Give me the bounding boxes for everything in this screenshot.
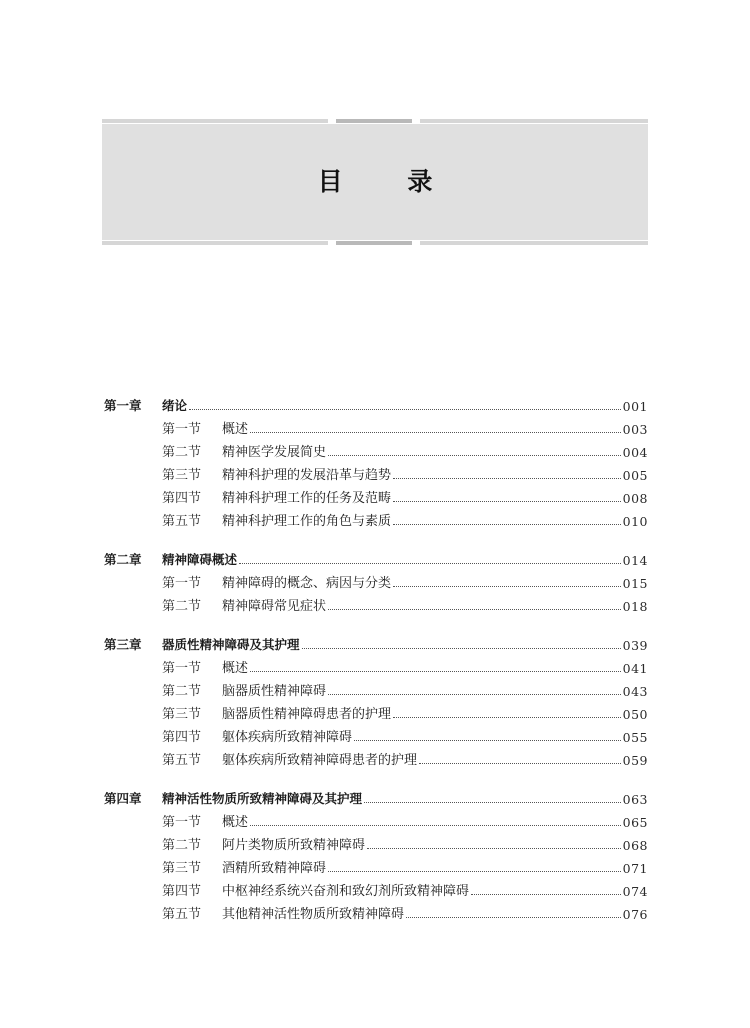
- section-entry[interactable]: [104, 807, 648, 830]
- leader-dots: [471, 893, 621, 895]
- section-entry-number: 第四节: [162, 730, 202, 745]
- leader-dots: [354, 739, 621, 741]
- section-entry-number: 第一节: [162, 422, 202, 437]
- chapter-entry-page: 014: [622, 553, 648, 568]
- section-entry-title: 中枢神经系统兴奋剂和致幻剂所致精神障碍: [222, 884, 470, 899]
- chapter-entry[interactable]: [104, 784, 648, 807]
- chapter-entry-title: 器质性精神障碍及其护理: [162, 637, 300, 652]
- section-entry-title: 精神障碍的概念、病因与分类: [222, 576, 392, 591]
- section-entry-page: 005: [622, 468, 648, 483]
- leader-dots: [393, 585, 621, 587]
- section-entry[interactable]: [104, 437, 648, 460]
- section-entry-number: 第四节: [162, 884, 202, 899]
- chapter-entry-page: 063: [622, 792, 648, 807]
- section-entry-number: 第二节: [162, 684, 202, 699]
- leader-dots: [419, 762, 621, 764]
- chapter-entry[interactable]: [104, 391, 648, 414]
- title-band: [102, 124, 648, 240]
- section-entry-number: 第二节: [162, 599, 202, 614]
- chapter-entry[interactable]: [104, 630, 648, 653]
- section-entry-title: 酒精所致精神障碍: [222, 861, 327, 876]
- chapter-block: [104, 545, 648, 614]
- chapter-entry-number: 第三章: [104, 637, 142, 652]
- leader-dots: [250, 824, 621, 826]
- leader-dots: [393, 500, 621, 502]
- chapter-entry[interactable]: [104, 545, 648, 568]
- section-entry-title: 精神科护理工作的任务及范畴: [222, 491, 392, 506]
- section-entry-number: 第五节: [162, 514, 202, 529]
- section-entry-page: 055: [622, 730, 648, 745]
- section-entry[interactable]: [104, 414, 648, 437]
- section-entry-page: 010: [622, 514, 648, 529]
- leader-dots: [367, 847, 621, 849]
- section-entry[interactable]: [104, 699, 648, 722]
- section-entry-title: 躯体疾病所致精神障碍: [222, 730, 353, 745]
- section-entry-title: 概述: [222, 815, 249, 830]
- section-entry-title: 概述: [222, 422, 249, 437]
- section-entry-page: 059: [622, 753, 648, 768]
- leader-dots: [189, 408, 621, 410]
- leader-dots: [393, 523, 621, 525]
- leader-dots: [328, 608, 621, 610]
- chapter-entry-number: 第一章: [104, 398, 142, 413]
- section-entry-page: 018: [622, 599, 648, 614]
- leader-dots: [393, 477, 621, 479]
- section-entry[interactable]: [104, 830, 648, 853]
- section-entry[interactable]: [104, 745, 648, 768]
- leader-dots: [328, 693, 621, 695]
- chapter-entry-page: 001: [622, 399, 648, 414]
- section-entry-title: 精神科护理工作的角色与素质: [222, 514, 392, 529]
- chapter-block: [104, 630, 648, 768]
- leader-dots: [328, 454, 621, 456]
- section-entry-page: 041: [622, 661, 648, 676]
- title-band-bottom-rule: [102, 241, 648, 245]
- section-entry-title: 脑器质性精神障碍: [222, 684, 327, 699]
- section-entry-page: 050: [622, 707, 648, 722]
- leader-dots: [393, 716, 621, 718]
- section-entry[interactable]: [104, 591, 648, 614]
- section-entry-page: 074: [622, 884, 648, 899]
- section-entry-number: 第三节: [162, 707, 202, 722]
- section-entry-page: 008: [622, 491, 648, 506]
- section-entry-page: 071: [622, 861, 648, 876]
- section-entry-page: 076: [622, 907, 648, 922]
- section-entry-number: 第五节: [162, 753, 202, 768]
- section-entry-number: 第一节: [162, 661, 202, 676]
- table-of-contents: [104, 391, 648, 938]
- chapter-block: [104, 391, 648, 529]
- section-entry[interactable]: [104, 483, 648, 506]
- leader-dots: [239, 562, 621, 564]
- section-entry-title: 概述: [222, 661, 249, 676]
- section-entry-title: 精神医学发展简史: [222, 445, 327, 460]
- section-entry[interactable]: [104, 653, 648, 676]
- chapter-block: [104, 784, 648, 922]
- section-entry-page: 065: [622, 815, 648, 830]
- chapter-entry-title: 精神活性物质所致精神障碍及其护理: [162, 791, 363, 806]
- section-entry[interactable]: [104, 460, 648, 483]
- chapter-entry-number: 第二章: [104, 552, 142, 567]
- chapter-entry-page: 039: [622, 638, 648, 653]
- section-entry[interactable]: [104, 853, 648, 876]
- section-entry-number: 第二节: [162, 445, 202, 460]
- section-entry-page: 015: [622, 576, 648, 591]
- leader-dots: [328, 870, 621, 872]
- section-entry-number: 第一节: [162, 576, 202, 591]
- section-entry-number: 第三节: [162, 468, 202, 483]
- section-entry-page: 043: [622, 684, 648, 699]
- leader-dots: [250, 431, 621, 433]
- chapter-entry-number: 第四章: [104, 791, 142, 806]
- chapter-entry-title: 精神障碍概述: [162, 552, 238, 567]
- section-entry-number: 第二节: [162, 838, 202, 853]
- section-entry-number: 第三节: [162, 861, 202, 876]
- section-entry[interactable]: [104, 676, 648, 699]
- leader-dots: [302, 647, 621, 649]
- leader-dots: [406, 916, 621, 918]
- section-entry-page: 068: [622, 838, 648, 853]
- section-entry-page: 004: [622, 445, 648, 460]
- section-entry-number: 第五节: [162, 907, 202, 922]
- section-entry-number: 第四节: [162, 491, 202, 506]
- section-entry[interactable]: [104, 899, 648, 922]
- section-entry-title: 躯体疾病所致精神障碍患者的护理: [222, 753, 418, 768]
- section-entry[interactable]: [104, 876, 648, 899]
- leader-dots: [364, 801, 621, 803]
- section-entry[interactable]: [104, 568, 648, 591]
- section-entry-page: 003: [622, 422, 648, 437]
- section-entry[interactable]: [104, 722, 648, 745]
- title-band-top-rule: [102, 119, 648, 123]
- leader-dots: [250, 670, 621, 672]
- section-entry-title: 阿片类物质所致精神障碍: [222, 838, 366, 853]
- section-entry-title: 精神科护理的发展沿革与趋势: [222, 468, 392, 483]
- chapter-entry-title: 绪论: [162, 398, 188, 413]
- section-entry-title: 精神障碍常见症状: [222, 599, 327, 614]
- section-entry-title: 脑器质性精神障碍患者的护理: [222, 707, 392, 722]
- page-title: 目 录: [317, 167, 461, 196]
- section-entry-title: 其他精神活性物质所致精神障碍: [222, 907, 405, 922]
- section-entry[interactable]: [104, 506, 648, 529]
- section-entry-number: 第一节: [162, 815, 202, 830]
